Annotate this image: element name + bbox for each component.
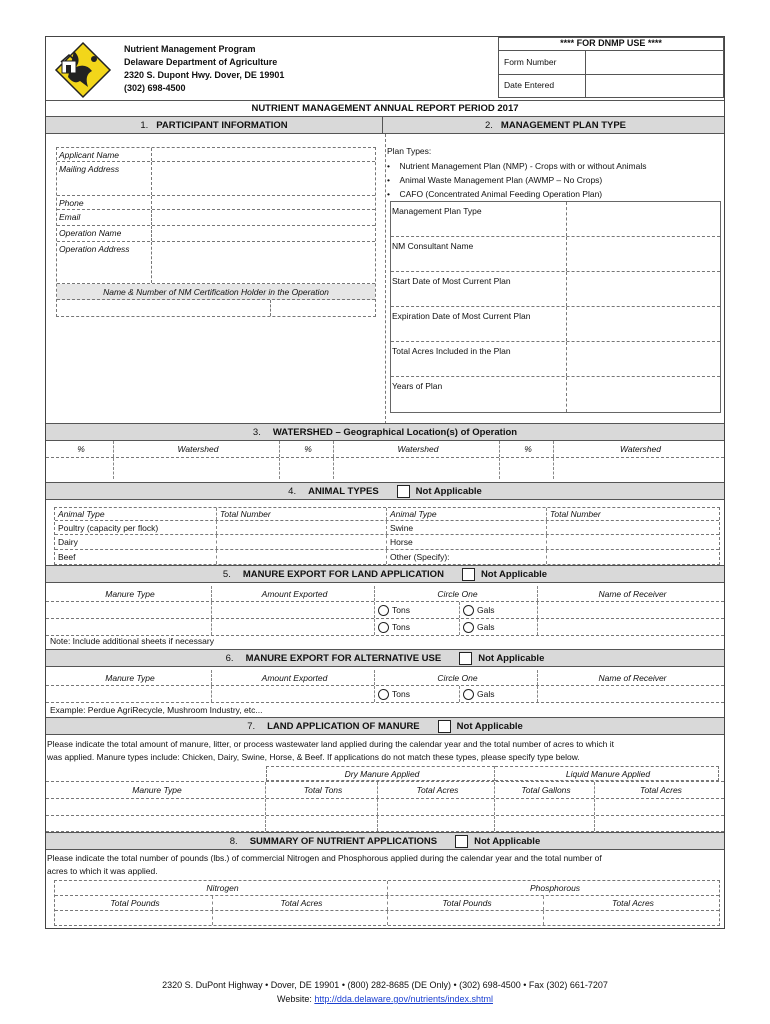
animal-dairy-label: Dairy [55, 535, 217, 549]
dry-total-tons-input-1[interactable] [266, 799, 378, 815]
org-phone: (302) 698-4500 [124, 83, 186, 93]
nitrogen-header: Nitrogen [55, 881, 388, 895]
section-1-2-header [46, 116, 724, 134]
phosphorus-pounds-input[interactable] [388, 911, 544, 925]
animal-other-count[interactable] [547, 550, 719, 564]
animal-swine-count[interactable] [547, 521, 719, 534]
section-1-number: 1. [140, 119, 149, 131]
watershed-table [46, 441, 724, 479]
pct-header-2: % [280, 441, 334, 457]
receiver-input-2[interactable] [538, 619, 724, 635]
plan-type-label: Management Plan Type [392, 206, 482, 216]
section-5-header: 5. MANURE EXPORT FOR LAND APPLICATION Not Applicable [46, 565, 724, 583]
mailing-address-field[interactable] [151, 162, 375, 195]
dry-total-acres-header: Total Acres [378, 782, 495, 798]
section-6-header: 6. MANURE EXPORT FOR ALTERNATIVE USE Not Applicable [46, 649, 724, 667]
org-name: Nutrient Management Program [124, 44, 256, 54]
org-address: 2320 S. Dupont Hwy. Dover, DE 19901 [124, 70, 285, 80]
animal-types-na-label: Not Applicable [415, 485, 482, 497]
phone-field[interactable] [151, 196, 375, 209]
land-manure-type-header: Manure Type [46, 782, 266, 798]
gals-radio-2[interactable] [463, 622, 474, 633]
start-date-label: Start Date of Most Current Plan [392, 276, 511, 286]
dnmp-use-box [498, 37, 724, 98]
alt-receiver-header: Name of Receiver [598, 672, 667, 683]
pct-header-1: % [46, 441, 114, 457]
alt-manure-type-header: Manure Type [46, 670, 212, 685]
applicant-name-field[interactable] [151, 148, 375, 161]
dnmp-use-label: **** FOR DNMP USE **** [499, 38, 723, 51]
expiration-date-label: Expiration Date of Most Current Plan [392, 311, 531, 321]
watershed-header-2: Watershed [334, 441, 500, 457]
phosphorus-total-pounds-header: Total Pounds [388, 896, 544, 910]
alt-amount-exported-input[interactable] [212, 686, 375, 702]
animal-type-header-right: Animal Type [387, 508, 547, 520]
alt-tons-radio[interactable] [378, 689, 389, 700]
animal-types-table [54, 507, 720, 565]
manure-type-input-1[interactable] [46, 602, 212, 618]
dry-total-tons-header: Total Tons [266, 782, 378, 798]
land-manure-type-input-2[interactable] [46, 816, 266, 831]
section-8-header: 8. SUMMARY OF NUTRIENT APPLICATIONS Not Applicable [46, 832, 724, 850]
animal-swine-label: Swine [387, 521, 547, 534]
alt-gals-radio[interactable] [463, 689, 474, 700]
tons-radio-1[interactable] [378, 605, 389, 616]
management-plan-table [390, 201, 721, 413]
pct-input-2[interactable] [280, 458, 334, 479]
liquid-manure-header: Liquid Manure Applied [495, 766, 719, 781]
amount-exported-input-2[interactable] [212, 619, 375, 635]
footer-website-label: Website: [277, 994, 312, 1004]
liquid-total-acres-input-2[interactable] [595, 816, 724, 831]
phone-label: Phone [59, 198, 84, 208]
animal-horse-label: Horse [387, 535, 547, 549]
manure-export-land-na-checkbox[interactable] [462, 568, 475, 581]
manure-export-alt-table [46, 670, 724, 703]
circle-one-header: Circle One [375, 586, 538, 601]
manure-export-alt-na-checkbox[interactable] [459, 652, 472, 665]
plan-type-nmp: • Nutrient Management Plan (NMP) - Crops with or without Animals [387, 161, 647, 171]
animal-beef-label: Beef [55, 550, 217, 564]
animal-type-header-left: Animal Type [55, 508, 217, 520]
cert-holder-number-field[interactable] [271, 300, 375, 316]
plan-type-cafo: • CAFO (Concentrated Animal Feeding Operation Plan) [387, 189, 603, 199]
animal-poultry-label: Poultry (capacity per flock) [55, 521, 217, 534]
section-1-title: PARTICIPANT INFORMATION [156, 119, 288, 131]
years-of-plan-label: Years of Plan [392, 381, 443, 391]
date-entered-label: Date Entered [504, 80, 555, 90]
section-7-header: 7. LAND APPLICATION OF MANURE Not Applicable [46, 717, 724, 735]
nitrogen-total-pounds-header: Total Pounds [55, 896, 213, 910]
expiration-date-field[interactable] [566, 307, 720, 341]
nutrient-summary-table [54, 880, 720, 926]
section-5-note: Note: Include additional sheets if necessary [50, 636, 214, 646]
alt-tons-label: Tons [392, 689, 410, 699]
watershed-input-3[interactable] [554, 458, 724, 479]
operation-name-field[interactable] [151, 226, 375, 241]
section-6-title: MANURE EXPORT FOR ALTERNATIVE USE [245, 652, 442, 664]
animal-types-na-checkbox[interactable] [397, 485, 410, 498]
nitrogen-total-acres-header: Total Acres [213, 896, 388, 910]
dry-total-acres-input-2[interactable] [378, 816, 495, 831]
email-field[interactable] [151, 210, 375, 225]
liquid-total-gallons-input-1[interactable] [495, 799, 595, 815]
amount-exported-header: Amount Exported [212, 586, 375, 601]
alt-manure-type-input[interactable] [46, 686, 212, 702]
agency-logo [54, 41, 112, 99]
manure-export-land-na-label: Not Applicable [480, 568, 548, 580]
land-manure-type-input-1[interactable] [46, 799, 266, 815]
manure-type-input-2[interactable] [46, 619, 212, 635]
animal-beef-count[interactable] [217, 550, 387, 564]
phosphorus-acres-input[interactable] [544, 911, 719, 925]
manure-type-header: Manure Type [46, 586, 212, 601]
section-3-title: WATERSHED – Geographical Location(s) of Operation [272, 426, 518, 438]
land-application-na-checkbox[interactable] [438, 720, 451, 733]
pct-input-3[interactable] [500, 458, 554, 479]
total-acres-label: Total Acres Included in the Plan [392, 346, 511, 356]
section-3-header: 3. WATERSHED – Geographical Location(s) of Operation [46, 423, 724, 441]
section-2-title: MANAGEMENT PLAN TYPE [500, 119, 627, 131]
alt-gals-label: Gals [477, 689, 495, 699]
footer-website-link[interactable]: http://dda.delaware.gov/nutrients/index.shtml [314, 994, 493, 1004]
land-application-table [46, 766, 724, 832]
org-department: Delaware Department of Agriculture [124, 57, 278, 67]
section-8-title: SUMMARY OF NUTRIENT APPLICATIONS [249, 835, 438, 847]
date-entered-field[interactable] [585, 75, 723, 97]
email-label: Email [59, 212, 81, 222]
watershed-input-2[interactable] [334, 458, 500, 479]
tons-radio-2[interactable] [378, 622, 389, 633]
section-8-description: Please indicate the total number of pounds (lbs.) of commercial Nitrogen and Phosphorous applied during the calendar year and the total number of acres to which it was applied. [47, 853, 602, 876]
applicant-name-label: Applicant Name [59, 150, 120, 160]
land-application-na-label: Not Applicable [456, 720, 523, 732]
phosphorus-header: Phosphorous [529, 883, 581, 893]
nutrient-summary-na-label: Not Applicable [474, 835, 541, 847]
dry-total-acres-input-1[interactable] [378, 799, 495, 815]
tons-label-2: Tons [392, 622, 410, 632]
section-4-header: 4. ANIMAL TYPES Not Applicable [46, 482, 724, 500]
section-4-title: ANIMAL TYPES [308, 485, 379, 497]
footer [0, 978, 770, 1006]
plan-type-field[interactable] [566, 202, 720, 236]
animal-dairy-count[interactable] [217, 535, 387, 549]
start-date-field[interactable] [566, 272, 720, 306]
liquid-total-acres-header: Total Acres [640, 785, 682, 795]
report-title: NUTRIENT MANAGEMENT ANNUAL REPORT PERIOD 2017 [46, 100, 724, 116]
liquid-total-acres-input-1[interactable] [595, 799, 724, 815]
section-5-title: MANURE EXPORT FOR LAND APPLICATION [242, 568, 444, 580]
dry-manure-header: Dry Manure Applied [266, 766, 495, 781]
liquid-total-gallons-header: Total Gallons [495, 782, 595, 798]
footer-address: 2320 S. DuPont Highway • Dover, DE 19901 • (800) 282-8685 (DE Only) • (302) 698-4500 • Fax (302) 661-7207 [162, 980, 608, 990]
total-number-header-left: Total Number [217, 508, 387, 520]
amount-exported-input-1[interactable] [212, 602, 375, 618]
gals-label-2: Gals [477, 622, 495, 632]
operation-name-label: Operation Name [59, 228, 122, 238]
section-2-number: 2. [484, 119, 493, 131]
gals-label-1: Gals [477, 605, 495, 615]
section-7-title: LAND APPLICATION OF MANURE [267, 720, 420, 732]
watershed-header-3: Watershed [620, 444, 661, 454]
form-number-label: Form Number [504, 57, 557, 67]
plan-type-awmp: • Animal Waste Management Plan (AWMP – No Crops) [387, 175, 603, 185]
animal-poultry-count[interactable] [217, 521, 387, 534]
consultant-name-field[interactable] [566, 237, 720, 271]
manure-export-alt-na-label: Not Applicable [478, 652, 545, 664]
years-of-plan-field[interactable] [566, 377, 720, 412]
cert-holder-name-field[interactable] [57, 300, 271, 316]
liquid-total-gallons-input-2[interactable] [495, 816, 595, 831]
operation-address-label: Operation Address [59, 244, 130, 254]
pct-header-3: % [500, 441, 554, 457]
tons-label-1: Tons [392, 605, 410, 615]
nitrogen-pounds-input[interactable] [55, 911, 213, 925]
manure-export-land-table [46, 586, 724, 636]
total-number-header-right: Total Number [550, 509, 601, 519]
section-6-example: Example: Perdue AgriRecycle, Mushroom Industry, etc... [50, 705, 263, 715]
alt-receiver-input[interactable] [538, 686, 724, 702]
consultant-name-label: NM Consultant Name [392, 241, 474, 251]
gals-radio-1[interactable] [463, 605, 474, 616]
alt-circle-one-header: Circle One [375, 670, 538, 685]
watershed-input-1[interactable] [114, 458, 280, 479]
total-acres-field[interactable] [566, 342, 720, 376]
dry-total-tons-input-2[interactable] [266, 816, 378, 831]
nitrogen-acres-input[interactable] [213, 911, 388, 925]
report-form [45, 36, 725, 929]
animal-horse-count[interactable] [547, 535, 719, 549]
form-number-field[interactable] [585, 51, 723, 74]
section-7-description: Please indicate the total amount of manure, litter, or process wastewater land applied during the calendar year and the total number of acres to which it was applied. Manure types include: Chicken, Dairy, Swine, Horse, & Beef. If applications do not match these types, please specify type below. [47, 739, 614, 762]
participant-info-table [56, 147, 376, 317]
operation-address-field[interactable] [151, 242, 375, 283]
animal-other-label: Other (Specify): [387, 550, 547, 564]
watershed-header-1: Watershed [114, 441, 280, 457]
phosphorus-total-acres-header: Total Acres [612, 898, 654, 908]
receiver-header: Name of Receiver [598, 588, 667, 599]
receiver-input-1[interactable] [538, 602, 724, 618]
alt-amount-exported-header: Amount Exported [212, 670, 375, 685]
pct-input-1[interactable] [46, 458, 114, 479]
plan-types-label: Plan Types: [387, 146, 432, 156]
nutrient-summary-na-checkbox[interactable] [455, 835, 468, 848]
cert-holder-label: Name & Number of NM Certification Holder in the Operation [57, 284, 375, 300]
mailing-address-label: Mailing Address [59, 164, 120, 174]
